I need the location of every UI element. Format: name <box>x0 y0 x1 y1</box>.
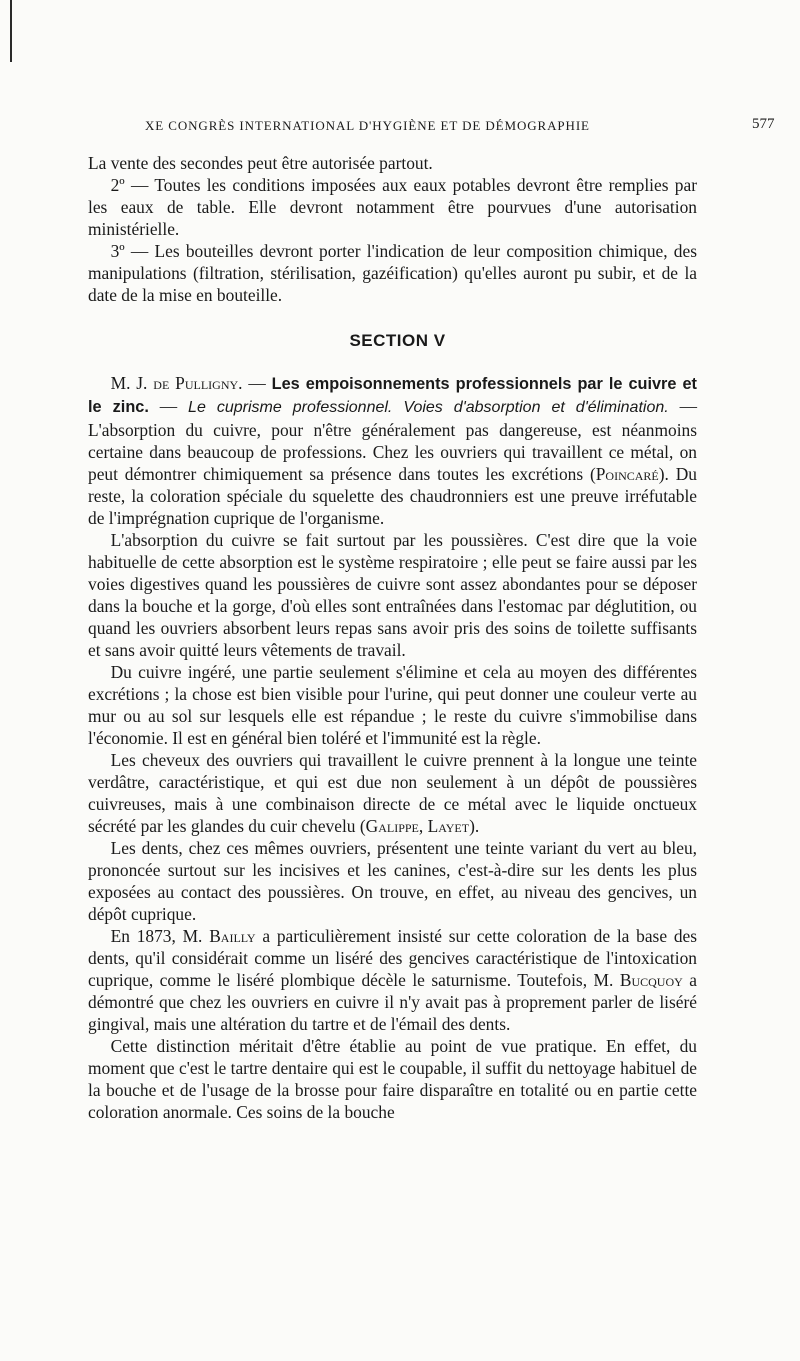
text: Les cheveux des ouvriers qui travaillent le cuivre prennent à la longue une teinte verdâtre, caractéristique, et qui est due non seulement à un dépôt de poussières cuivreuses, mais à une combinaison directe de ce métal avec le liquide onctueux sécrété par les glandes du cuir chevelu ( <box>88 750 697 836</box>
text: a particulièrement insisté sur cette coloration de la base des dents, qu'il considérait comme un liséré des gencives caractéristique de l'intoxication cuprique, comme le liséré plombique décèle le saturnisme. Toutefois, M. <box>88 926 697 990</box>
paragraph-bailly <box>88 925 697 1035</box>
text: ). <box>469 816 480 836</box>
text: , <box>418 816 428 836</box>
section-title: SECTION V <box>349 331 446 350</box>
page-body <box>88 152 697 1123</box>
lead-text-end: ). Du reste, la coloration spéciale du squelette des chaudronniers est une preuve irréfutable de l'imprégnation cuprique de l'organisme. <box>88 464 697 528</box>
reference-bucquoy: Bucquoy <box>619 970 683 990</box>
paragraph-absorption: L'absorption du cuivre se fait surtout par les poussières. C'est dire que la voie habituelle de cette absorption est le système respiratoire ; elle peut se faire aussi par les voies digestives quand les poussières de cuivre sont assez abondantes pour se déposer dans la bouche et la gorge, d'où elles sont entraînées dans l'estomac par déglutition, ou quand les ouvriers absorbent leurs repas sans avoir pris des soins de toilette suffisants et sans avoir quitté leurs vêtements de travail. <box>88 530 697 660</box>
paragraph-dents: Les dents, chez ces mêmes ouvriers, présentent une teinte variant du vert au bleu, prononcée surtout sur les incisives et les canines, c'est-à-dire sur les dents les plus exposées au contact des poussières. On trouve, en effet, au niveau des gencives, un dépôt cuprique. <box>88 838 697 924</box>
running-head: XE CONGRÈS INTERNATIONAL D'HYGIÈNE ET DE DÉMOGRAPHIE <box>145 118 590 133</box>
article-title: Les empoisonnements professionnels par le cuivre et le zinc. <box>88 375 697 416</box>
reference-layet: Layet <box>427 816 470 836</box>
reference-galippe: Galippe <box>365 816 419 836</box>
author-name: Pulligny. <box>175 373 243 393</box>
article-subtitle: Le cuprisme professionnel. Voies d'absorption et d'élimination. <box>188 399 669 416</box>
paragraph-cheveux <box>88 749 697 837</box>
reference-bailly: Bailly <box>209 926 256 946</box>
author-prefix: M. J. <box>110 373 148 393</box>
text: a démontré que chez les ouvriers en cuivre il n'y avait pas à proprement parler de liséré gingival, mais une altération du tartre et de l'émail des dents. <box>88 970 697 1034</box>
dash: — <box>148 396 189 416</box>
text: En 1873, M. <box>110 926 210 946</box>
intro-paragraph-2: 2º — Toutes les conditions imposées aux eaux potables devront être remplies par les eaux de table. Elle devront notamment être pourvues d'une autorisation ministérielle. <box>88 175 697 239</box>
reference-poincare: Poincaré <box>595 464 659 484</box>
dash: — <box>242 373 272 393</box>
page-number: 577 <box>752 116 775 132</box>
margin-rule <box>10 0 12 62</box>
intro-paragraph-3: 3º — Les bouteilles devront porter l'indication de leur composition chimique, des manipulations (filtration, stérilisation, gazéification) qu'elles auront pu subir, et de la date de la mise en bouteille. <box>88 241 697 305</box>
intro-paragraph-1: La vente des secondes peut être autorisée partout. <box>88 153 433 173</box>
article-lead-paragraph <box>88 372 697 529</box>
paragraph-cuivre-ingere: Du cuivre ingéré, une partie seulement s'élimine et cela au moyen des différentes excrétions ; la chose est bien visible pour l'urine, qui peut donner une couleur verte au mur ou au sol sur lesquels elle est répandue ; le reste du cuivre s'immobilise dans l'économie. Il est en général bien toléré et l'immunité est la règle. <box>88 662 697 748</box>
paragraph-distinction: Cette distinction méritait d'être établie au point de vue pratique. En effet, du moment que c'est le tartre dentaire qui est le coupable, il suffit du nettoyage habituel de la bouche et de l'usage de la brosse pour faire disparaître en totalité ou en partie cette coloration anormale. Ces soins de la bouche <box>88 1036 697 1122</box>
author-particle: de <box>153 373 170 393</box>
lead-text: — L'absorption du cuivre, pour n'être généralement pas dangereuse, est néanmoins certaine dans beaucoup de professions. Chez les ouvriers qui travaillent ce métal, on peut démontrer chimiquement sa présence dans toutes les excrétions ( <box>88 396 697 484</box>
